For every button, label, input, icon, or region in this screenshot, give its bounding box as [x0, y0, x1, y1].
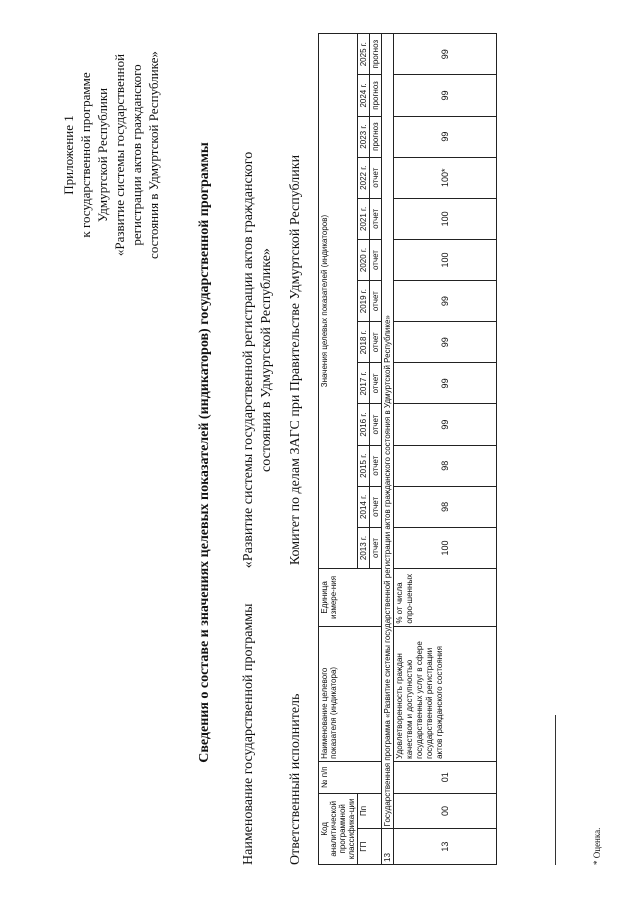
year-header: 2013 г. — [358, 527, 370, 568]
year-header: 2016 г. — [358, 404, 370, 445]
year-header: 2020 г. — [358, 239, 370, 280]
year-kind: отчет — [370, 322, 382, 363]
year-kind: отчет — [370, 239, 382, 280]
value-cell: 99 — [394, 404, 497, 445]
header-code: Код аналитической программной классифика-ции — [319, 793, 358, 864]
year-header: 2015 г. — [358, 445, 370, 486]
header-unit: Единица измере-ния — [319, 569, 382, 627]
page-title: Сведения о составе и значениях целевых показателей (индикаторов) государственной программы — [197, 142, 212, 763]
year-header: 2019 г. — [358, 281, 370, 322]
value-cell: 100 — [394, 239, 497, 280]
group-row — [382, 34, 394, 865]
year-kind: отчет — [370, 198, 382, 239]
appendix-line: «Развитие системы государственной — [112, 53, 127, 257]
year-kind: отчет — [370, 527, 382, 568]
appendix-line: к государственной программе — [78, 72, 93, 238]
group-gp: 13 — [382, 829, 394, 865]
appendix-line: Приложение 1 — [61, 115, 76, 195]
value-cell: 99 — [394, 116, 497, 157]
row-unit: % от числа опро-шенных — [394, 569, 497, 627]
year-header: 2017 г. — [358, 363, 370, 404]
year-kind: прогноз — [370, 75, 382, 116]
value-cell: 98 — [394, 445, 497, 486]
executor-label: Ответственный исполнитель — [288, 693, 303, 865]
year-header: 2024 г. — [358, 75, 370, 116]
year-kind: отчет — [370, 445, 382, 486]
program-label: Наименование государственной программы — [241, 603, 256, 865]
value-cell: 100 — [394, 527, 497, 568]
footnote-divider — [555, 715, 556, 865]
value-cell: 99 — [394, 322, 497, 363]
appendix-header — [60, 45, 162, 265]
value-cell: 99 — [394, 34, 497, 75]
header-pp: Пп — [358, 793, 382, 829]
year-kind: прогноз — [370, 34, 382, 75]
year-header: 2025 г. — [358, 34, 370, 75]
header-name: Наименование целевого показателя (индикатора) — [319, 626, 382, 761]
indicators-table — [318, 33, 497, 865]
year-kind: отчет — [370, 157, 382, 198]
year-kind: прогноз — [370, 116, 382, 157]
year-header: 2021 г. — [358, 198, 370, 239]
value-cell: 100* — [394, 157, 497, 198]
appendix-line: Удмуртской Республики — [95, 87, 110, 223]
row-indicator-name: Удовлетворенность граждан качеством и доступностью государственных услуг в сфере государственной регистрации актов гражданского состояния — [394, 626, 497, 761]
year-header: 2022 г. — [358, 157, 370, 198]
header-gp: ГП — [358, 829, 382, 865]
row-gp: 13 — [394, 829, 497, 865]
year-header: 2014 г. — [358, 486, 370, 527]
header-values: Значения целевых показателей (индикаторов) — [319, 34, 358, 569]
year-header: 2018 г. — [358, 322, 370, 363]
row-num: 01 — [394, 761, 497, 793]
year-kind: отчет — [370, 486, 382, 527]
year-kind: отчет — [370, 363, 382, 404]
header-num: № п/п — [319, 761, 382, 793]
appendix-line: регистрации актов гражданского — [129, 64, 144, 246]
value-cell: 99 — [394, 281, 497, 322]
appendix-line: состояния в Удмуртской Республике» — [146, 51, 161, 259]
row-pp: 00 — [394, 793, 497, 829]
value-cell: 100 — [394, 198, 497, 239]
year-header: 2023 г. — [358, 116, 370, 157]
value-cell: 99 — [394, 75, 497, 116]
value-cell: 99 — [394, 363, 497, 404]
group-text: Государственная программа «Развитие системы государственной регистрации актов гражданского состояния в Удмуртской Республике» — [382, 34, 394, 829]
year-kind: отчет — [370, 281, 382, 322]
program-name: «Развитие системы государственной регистрации актов гражданского состояния в Удмуртской Республике» — [241, 151, 274, 569]
value-cell: 98 — [394, 486, 497, 527]
executor-name: Комитет по делам ЗАГС при Правительстве Удмуртской Республики — [288, 154, 303, 566]
footnote: * Оценка. — [592, 827, 602, 865]
table-row — [394, 34, 497, 865]
year-kind: отчет — [370, 404, 382, 445]
